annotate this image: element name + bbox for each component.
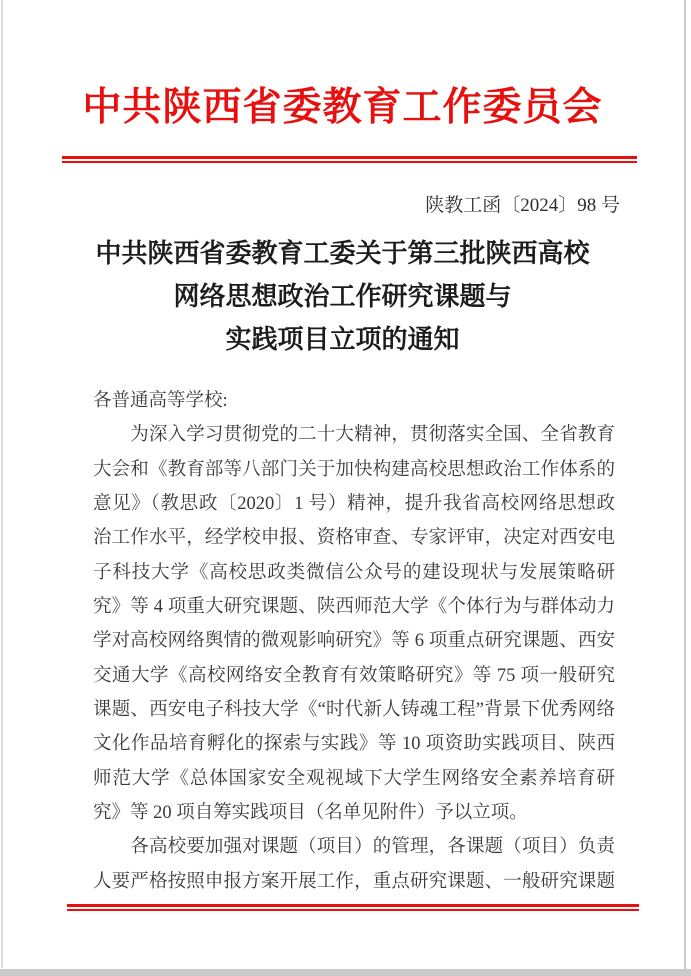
body-line: 师范大学《总体国家安全观视域下大学生网络安全素养培育研 [93, 768, 615, 789]
body-line: 各高校要加强对课题（项目）的管理，各课题（项目）负责 [93, 837, 615, 858]
notice-title-line-3: 实践项目立项的通知 [225, 325, 460, 354]
body-line: 究》等 4 项重大研究课题、陕西师范大学《个体行为与群体动力 [93, 597, 615, 618]
page-edge-left [1, 0, 3, 968]
salutation-line: 各普通高等学校: [93, 391, 228, 411]
letterhead-title: 中共陕西省委教育工作委员会 [82, 86, 603, 129]
page-edge-right [684, 0, 686, 976]
body-line: 课题、西安电子科技大学《“时代新人铸魂工程”背景下优秀网络 [93, 700, 615, 721]
document-number: 陕教工函〔2024〕98 号 [425, 195, 620, 216]
body-line: 学对高校网络舆情的微观影响研究》等 6 项重点研究课题、西安 [93, 631, 615, 652]
body-line: 治工作水平，经学校申报、资格审查、专家评审，决定对西安电 [93, 528, 615, 549]
notice-title-line-1: 中共陕西省委教育工委关于第三批陕西高校 [95, 239, 590, 268]
body-line: 意见》（教思政〔2020〕1 号）精神，提升我省高校网络思想政 [93, 494, 615, 515]
body-line: 人要严格按照申报方案开展工作，重点研究课题、一般研究课题 [93, 871, 615, 892]
notice-body [93, 384, 615, 899]
body-line: 子科技大学《高校思政类微信公众号的建设现状与发展策略研 [93, 562, 615, 583]
body-line: 交通大学《高校网络安全教育有效策略研究》等 75 项一般研究 [93, 665, 615, 686]
body-line: 为深入学习贯彻党的二十大精神，贯彻落实全国、全省教育 [93, 425, 615, 446]
footer-separator-line [67, 904, 639, 911]
body-line: 究》等 20 项自筹实践项目（名单见附件）予以立项。 [93, 803, 528, 824]
body-line: 大会和《教育部等八部门关于加快构建高校思想政治工作体系的 [93, 459, 615, 480]
notice-title [0, 232, 685, 361]
header-separator-line [62, 156, 637, 163]
notice-title-line-2: 网络思想政治工作研究课题与 [173, 282, 512, 311]
body-line: 文化作品培育孵化的探索与实践》等 10 项资助实践项目、陕西 [93, 734, 615, 755]
page-edge-bottom [0, 969, 691, 976]
